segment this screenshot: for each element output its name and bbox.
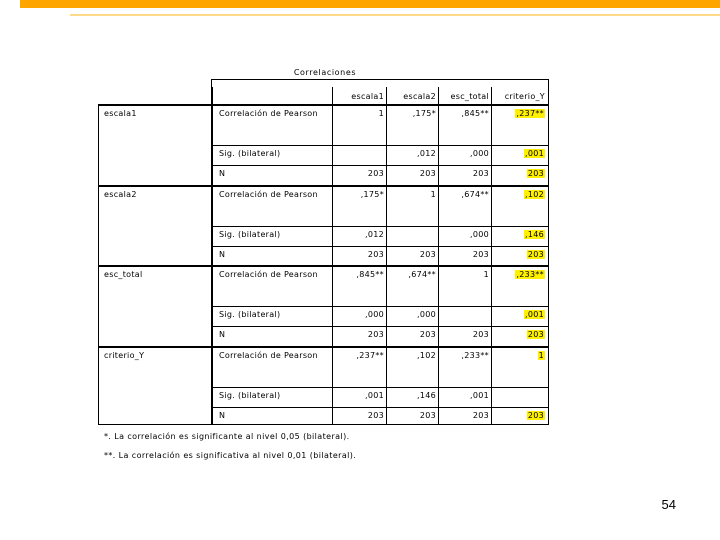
cell-value: 203 <box>367 410 384 420</box>
cell-value: 203 <box>367 249 384 259</box>
table-cell <box>376 351 436 361</box>
stat-label: N <box>219 249 226 259</box>
table-cell <box>429 190 489 200</box>
cell-value: ,146 <box>524 229 544 239</box>
row-label-esc_total: esc_total <box>104 270 143 279</box>
table-cell <box>376 109 436 119</box>
table-cell <box>485 149 545 159</box>
stat-label: Correlación de Pearson <box>219 350 318 360</box>
table-cell <box>324 169 384 179</box>
cell-value: 203 <box>419 330 436 339</box>
cell-value: 203 <box>472 330 489 339</box>
stat-separator <box>212 387 549 388</box>
table-cell <box>429 109 489 119</box>
stat-separator <box>212 407 549 408</box>
table-cell <box>376 330 436 340</box>
cell-value: 1 <box>430 189 436 199</box>
table-cell <box>429 411 489 421</box>
row-group-separator <box>98 265 549 267</box>
cell-value: 1 <box>378 109 384 118</box>
table-cell <box>429 391 489 401</box>
table-cell <box>324 250 384 260</box>
table-cell <box>376 411 436 421</box>
table-cell <box>485 270 545 280</box>
footnote-1: *. La correlación es significante al nivel 0,05 (bilateral). <box>104 432 350 441</box>
table-cell <box>376 270 436 280</box>
stat-separator <box>212 165 549 166</box>
table-cell <box>485 330 545 340</box>
table-cell <box>324 351 384 361</box>
page-number: 54 <box>661 497 676 512</box>
column-header-escala1: escala1 <box>351 92 384 101</box>
cell-value: ,000 <box>364 310 384 319</box>
table-cell <box>376 391 436 401</box>
table-cell <box>485 230 545 240</box>
cell-value: ,102 <box>416 350 436 360</box>
table-cell <box>429 149 489 159</box>
cell-value: ,001 <box>524 149 544 158</box>
footnote-2: **. La correlación es significativa al nivel 0,01 (bilateral). <box>104 451 357 460</box>
cell-value: ,233** <box>516 270 544 279</box>
stat-label: N <box>219 330 226 339</box>
cell-value: ,012 <box>416 149 436 158</box>
row-label-escala2: escala2 <box>104 189 137 199</box>
column-header-escala2: escala2 <box>403 92 436 101</box>
top-accent-line <box>70 14 720 16</box>
table-cell <box>324 330 384 340</box>
cell-value: 1 <box>483 270 489 279</box>
cell-value: ,845** <box>461 109 489 118</box>
table-col-divider <box>212 87 213 425</box>
cell-value: ,175* <box>360 189 384 199</box>
table-cell <box>485 190 545 200</box>
cell-value: ,146 <box>416 390 436 400</box>
cell-value: 1 <box>538 350 544 360</box>
table-cell <box>324 190 384 200</box>
cell-value: ,237** <box>356 350 384 360</box>
cell-value: ,000 <box>469 149 489 158</box>
cell-value: ,000 <box>416 310 436 319</box>
stat-separator <box>212 145 549 146</box>
cell-value: 203 <box>472 249 489 259</box>
cell-value: 203 <box>419 410 436 420</box>
cell-value: 203 <box>367 169 384 178</box>
table-cell <box>485 169 545 179</box>
cell-value: 203 <box>527 249 544 259</box>
top-accent-bar <box>20 0 720 8</box>
cell-value: 203 <box>367 330 384 339</box>
stat-label: N <box>219 169 226 178</box>
cell-value: 203 <box>419 169 436 178</box>
table-cell <box>485 250 545 260</box>
cell-value: ,000 <box>469 229 489 239</box>
stat-label: N <box>219 410 226 420</box>
column-header-criterio_Y: criterio_Y <box>504 92 545 101</box>
table-cell <box>485 310 545 320</box>
stat-label: Sig. (bilateral) <box>219 229 281 239</box>
stat-separator <box>212 246 549 247</box>
cell-value: 203 <box>419 249 436 259</box>
cell-value: ,845** <box>356 270 384 279</box>
cell-value: ,001 <box>364 390 384 400</box>
stat-label: Correlación de Pearson <box>219 189 318 199</box>
row-label-escala1: escala1 <box>104 109 137 118</box>
cell-value: ,674** <box>408 270 436 279</box>
table-cell <box>324 391 384 401</box>
table-cell <box>324 411 384 421</box>
cell-value: 203 <box>527 169 544 178</box>
stat-label: Sig. (bilateral) <box>219 390 281 400</box>
row-label-criterio_Y: criterio_Y <box>104 350 145 360</box>
stat-label: Correlación de Pearson <box>219 270 318 279</box>
cell-value: ,674** <box>461 189 489 199</box>
stat-separator <box>212 226 549 227</box>
cell-value: 203 <box>472 410 489 420</box>
table-cell <box>485 351 545 361</box>
row-group-separator <box>98 185 549 187</box>
header-separator <box>98 104 549 106</box>
column-header-esc_total: esc_total <box>450 92 489 101</box>
cell-value: 203 <box>472 169 489 178</box>
stat-separator <box>212 326 549 327</box>
table-cell <box>429 169 489 179</box>
row-group-separator <box>98 346 549 348</box>
cell-value: ,175* <box>412 109 436 118</box>
table-cell <box>324 270 384 280</box>
table-title: Correlaciones <box>293 68 357 77</box>
table-cell <box>429 250 489 260</box>
table-cell <box>324 230 384 240</box>
cell-value: 203 <box>527 330 544 339</box>
table-cell <box>485 411 545 421</box>
table-cell <box>376 169 436 179</box>
cell-value: ,237** <box>516 109 544 118</box>
table-cell <box>485 109 545 119</box>
stat-label: Sig. (bilateral) <box>219 149 281 158</box>
cell-value: ,102 <box>524 189 544 199</box>
table-cell <box>376 310 436 320</box>
table-cell <box>429 230 489 240</box>
table-cell <box>429 351 489 361</box>
table-bottom-border <box>98 424 549 425</box>
table-cell <box>324 310 384 320</box>
table-cell <box>376 149 436 159</box>
cell-value: ,001 <box>524 310 544 319</box>
table-cell <box>429 270 489 280</box>
cell-value: ,233** <box>461 350 489 360</box>
stat-label: Sig. (bilateral) <box>219 310 281 319</box>
table-cell <box>429 330 489 340</box>
stat-separator <box>212 306 549 307</box>
table-cell <box>376 190 436 200</box>
cell-value: 203 <box>527 410 544 420</box>
table-cell <box>324 109 384 119</box>
cell-value: ,001 <box>469 390 489 400</box>
table-cell <box>376 250 436 260</box>
stat-label: Correlación de Pearson <box>219 109 318 118</box>
cell-value: ,012 <box>364 229 384 239</box>
